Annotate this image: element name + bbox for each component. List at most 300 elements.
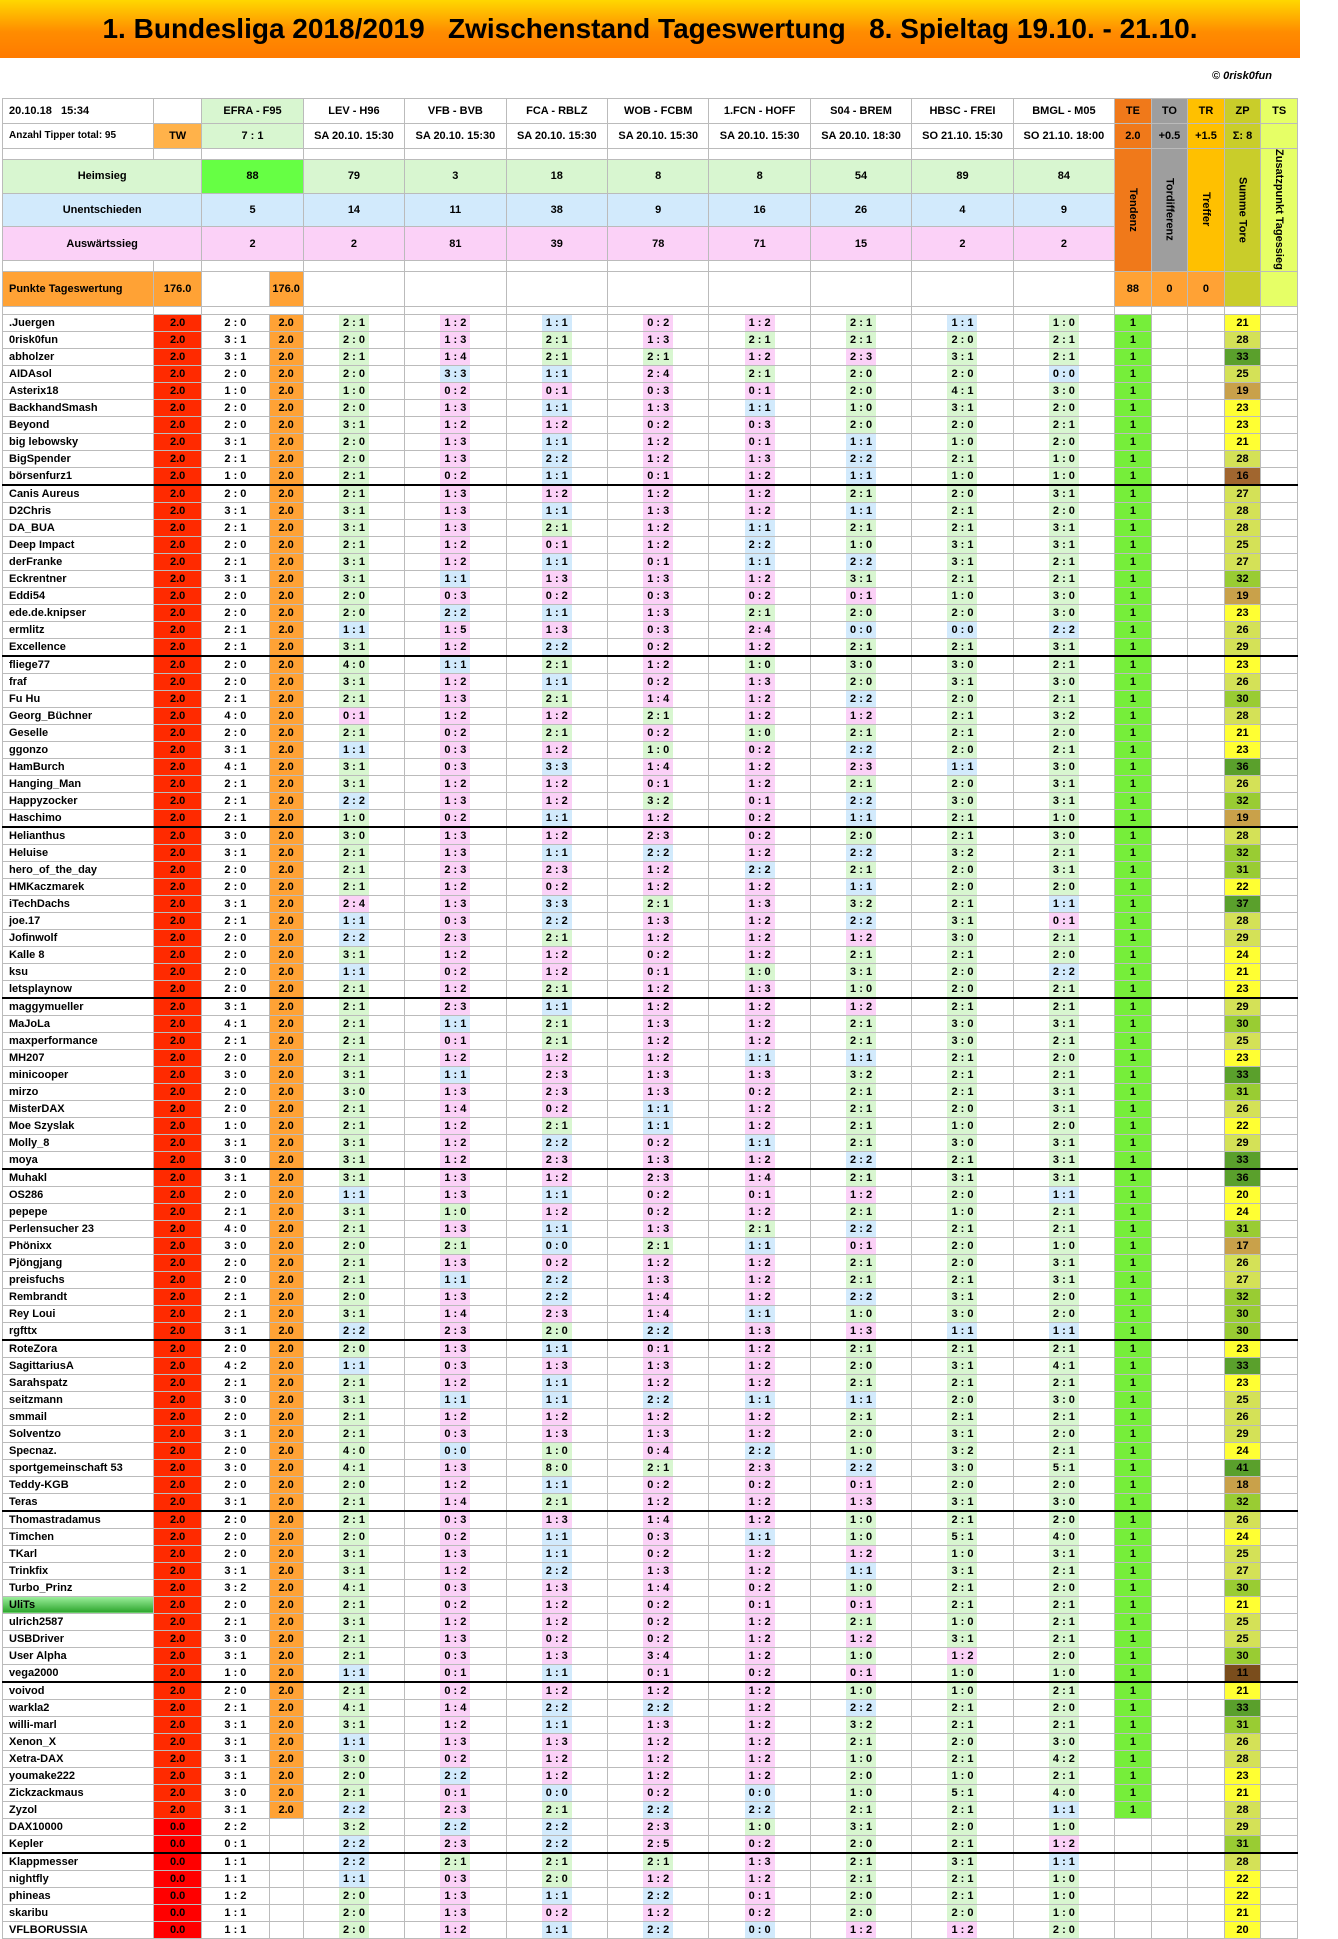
tip-value: 2 : 1	[846, 1871, 876, 1887]
tip-value: 1 : 0	[1049, 1819, 1079, 1835]
tip-value: 2 : 0	[339, 1477, 369, 1493]
te-points: 1	[1115, 1801, 1152, 1818]
player-name: Teras	[3, 1493, 154, 1511]
tip-match-1	[303, 1391, 404, 1408]
tip-match-8	[1013, 929, 1114, 946]
zp-goals: 27	[1224, 553, 1261, 570]
tip-match-3	[506, 1288, 607, 1305]
tip-value: 1 : 3	[643, 1563, 673, 1579]
table-row	[3, 980, 1298, 998]
tip-value: 2 : 1	[947, 896, 977, 912]
tip-value: 1 : 1	[846, 434, 876, 450]
ts-points	[1261, 1186, 1298, 1203]
tip-efra: 2 : 1	[202, 1613, 269, 1630]
tip-value: 1 : 1	[440, 1016, 470, 1032]
zp-goals: 24	[1224, 1442, 1261, 1459]
to-points	[1151, 1647, 1188, 1664]
tip-match-2	[405, 365, 506, 382]
ts-points	[1261, 912, 1298, 929]
player-name: Eckrentner	[3, 570, 154, 587]
player-name: Solventzo	[3, 1425, 154, 1442]
tip-value: 1 : 2	[745, 930, 775, 946]
efra-points: 2.0	[269, 536, 303, 553]
tip-match-8	[1013, 485, 1114, 503]
tip-value: 1 : 2	[643, 1050, 673, 1066]
tw-points: 2.0	[153, 1647, 201, 1664]
tip-value: 2 : 1	[542, 349, 572, 365]
player-name: DA_BUA	[3, 519, 154, 536]
tip-match-7	[912, 1562, 1013, 1579]
efra-points: 2.0	[269, 1186, 303, 1203]
tip-match-8	[1013, 775, 1114, 792]
tip-match-8	[1013, 1818, 1114, 1835]
tip-value: 2 : 1	[440, 1238, 470, 1254]
ts-points	[1261, 1682, 1298, 1700]
tip-match-1	[303, 912, 404, 929]
tip-value: 2 : 1	[1049, 981, 1079, 997]
to-points	[1151, 1801, 1188, 1818]
tip-value: 3 : 2	[846, 896, 876, 912]
tip-match-1	[303, 1613, 404, 1630]
tip-value: 1 : 3	[440, 845, 470, 861]
zp-goals: 29	[1224, 1425, 1261, 1442]
tip-match-4	[608, 912, 709, 929]
efra-points: 2.0	[269, 621, 303, 638]
ts-points	[1261, 1699, 1298, 1716]
tip-value: 3 : 3	[440, 366, 470, 382]
tip-match-6	[810, 1904, 911, 1921]
tip-value: 1 : 0	[846, 1648, 876, 1664]
tip-match-7	[912, 1818, 1013, 1835]
tip-value: 1 : 3	[542, 1358, 572, 1374]
tip-match-8	[1013, 1425, 1114, 1442]
tip-match-4	[608, 1511, 709, 1529]
tip-match-4	[608, 809, 709, 827]
tip-value: 0 : 2	[643, 725, 673, 741]
ts-points	[1261, 707, 1298, 724]
tw-points: 2.0	[153, 1613, 201, 1630]
efra-points: 2.0	[269, 1117, 303, 1134]
tip-value: 2 : 1	[947, 451, 977, 467]
tip-value: 5 : 1	[947, 1529, 977, 1545]
table-row	[3, 963, 1298, 980]
tip-match-6	[810, 980, 911, 998]
table-row	[3, 348, 1298, 365]
tip-match-5	[709, 963, 810, 980]
te-points: 1	[1115, 656, 1152, 674]
tr-points	[1188, 1049, 1225, 1066]
to-points	[1151, 1528, 1188, 1545]
player-name: Helianthus	[3, 827, 154, 845]
tip-value: 2 : 0	[947, 1477, 977, 1493]
tip-value: 1 : 3	[542, 1426, 572, 1442]
efra-points: 2.0	[269, 348, 303, 365]
tip-match-5	[709, 1870, 810, 1887]
tw-points: 2.0	[153, 1254, 201, 1271]
tip-value: 1 : 1	[542, 1341, 572, 1357]
efra-points: 2.0	[269, 1682, 303, 1700]
tip-efra: 3 : 1	[202, 1425, 269, 1442]
tip-match-6	[810, 998, 911, 1016]
te-points: 1	[1115, 1716, 1152, 1733]
tip-value: 2 : 1	[1049, 1563, 1079, 1579]
table-row	[3, 1630, 1298, 1647]
match-info-3: SA 20.10. 15:30	[506, 124, 607, 149]
tip-match-1	[303, 1784, 404, 1801]
tr-points	[1188, 1493, 1225, 1511]
to-points	[1151, 604, 1188, 621]
zp-goals: 26	[1224, 673, 1261, 690]
table-row	[3, 1186, 1298, 1203]
tip-match-8	[1013, 1493, 1114, 1511]
tip-match-5	[709, 1579, 810, 1596]
tip-value: 1 : 3	[440, 1187, 470, 1203]
tip-value: 1 : 2	[745, 1631, 775, 1647]
tip-match-7	[912, 1357, 1013, 1374]
tip-value: 2 : 1	[339, 1118, 369, 1134]
player-name: BigSpender	[3, 450, 154, 467]
player-name: USBDriver	[3, 1630, 154, 1647]
tip-match-2	[405, 570, 506, 587]
tip-value: 1 : 3	[643, 605, 673, 621]
tip-match-2	[405, 1545, 506, 1562]
zp-legend: Summe Tore	[1224, 149, 1261, 272]
player-name: Georg_Büchner	[3, 707, 154, 724]
ts-points	[1261, 673, 1298, 690]
tw-points: 2.0	[153, 1186, 201, 1203]
table-row	[3, 1511, 1298, 1529]
tip-efra: 3 : 1	[202, 348, 269, 365]
tr-points	[1188, 1613, 1225, 1630]
tr-legend: Treffer	[1188, 149, 1225, 272]
tip-match-6	[810, 1870, 911, 1887]
tip-match-2	[405, 1066, 506, 1083]
tr-points	[1188, 980, 1225, 998]
tw-points: 2.0	[153, 1682, 201, 1700]
tip-match-2	[405, 673, 506, 690]
tip-match-4	[608, 502, 709, 519]
tw-points: 2.0	[153, 861, 201, 878]
efra-points: 2.0	[269, 895, 303, 912]
table-row	[3, 1887, 1298, 1904]
tip-match-5	[709, 1442, 810, 1459]
player-name: Thomastradamus	[3, 1511, 154, 1529]
ts-points	[1261, 1305, 1298, 1322]
te-points: 1	[1115, 1340, 1152, 1358]
tip-value: 1 : 1	[542, 1529, 572, 1545]
tr-points	[1188, 1408, 1225, 1425]
tip-match-7	[912, 1151, 1013, 1169]
tip-match-8	[1013, 1117, 1114, 1134]
tip-match-6	[810, 1083, 911, 1100]
tip-value: 2 : 0	[846, 1905, 876, 1921]
tip-value: 2 : 1	[339, 1512, 369, 1528]
tip-match-2	[405, 1801, 506, 1818]
tw-points: 2.0	[153, 1784, 201, 1801]
tip-value: 1 : 1	[542, 1221, 572, 1237]
zp-goals: 19	[1224, 809, 1261, 827]
tip-value: 2 : 0	[1049, 1477, 1079, 1493]
tip-value: 2 : 2	[440, 1819, 470, 1835]
tip-match-3	[506, 1801, 607, 1818]
tip-value: 2 : 1	[1049, 742, 1079, 758]
tip-value: 0 : 2	[745, 1477, 775, 1493]
tip-match-2	[405, 946, 506, 963]
tip-value: 2 : 0	[339, 400, 369, 416]
tip-match-5	[709, 929, 810, 946]
tip-value: 0 : 2	[643, 1785, 673, 1801]
efra-points: 2.0	[269, 1733, 303, 1750]
tip-match-4	[608, 878, 709, 895]
tip-match-3	[506, 485, 607, 503]
tip-value: 1 : 3	[643, 571, 673, 587]
tip-match-7	[912, 1340, 1013, 1358]
tip-value: 2 : 1	[1049, 1597, 1079, 1613]
zp-goals: 22	[1224, 1887, 1261, 1904]
te-points: 1	[1115, 1425, 1152, 1442]
tw-points: 2.0	[153, 963, 201, 980]
tip-match-8	[1013, 1408, 1114, 1425]
tip-value: 2 : 1	[947, 1375, 977, 1391]
tip-match-1	[303, 656, 404, 674]
tip-value: 0 : 1	[440, 1665, 470, 1681]
tip-match-4	[608, 1887, 709, 1904]
zp-goals: 19	[1224, 587, 1261, 604]
tip-value: 1 : 2	[745, 1614, 775, 1630]
tip-match-7	[912, 861, 1013, 878]
tip-value: 3 : 3	[542, 896, 572, 912]
zp-goals: 23	[1224, 980, 1261, 998]
player-name: skaribu	[3, 1904, 154, 1921]
tip-match-2	[405, 1049, 506, 1066]
tip-value: 2 : 3	[542, 1152, 572, 1168]
tip-match-8	[1013, 416, 1114, 433]
tip-match-8	[1013, 1049, 1114, 1066]
tip-value: 1 : 1	[339, 1734, 369, 1750]
tip-value: 3 : 0	[1049, 1734, 1079, 1750]
tip-match-5	[709, 1511, 810, 1529]
tip-match-5	[709, 314, 810, 331]
tip-value: 2 : 1	[947, 1084, 977, 1100]
te-points	[1115, 1853, 1152, 1871]
tip-value: 2 : 1	[339, 845, 369, 861]
tip-match-4	[608, 1083, 709, 1100]
tip-value: 0 : 0	[745, 1922, 775, 1938]
tip-match-3	[506, 1870, 607, 1887]
stat-heim-3: 18	[506, 159, 607, 193]
table-row	[3, 314, 1298, 331]
tip-value: 1 : 3	[643, 1016, 673, 1032]
tip-value: 0 : 2	[643, 1187, 673, 1203]
tip-match-6	[810, 382, 911, 399]
table-row	[3, 553, 1298, 570]
tip-value: 1 : 0	[846, 1512, 876, 1528]
tip-value: 2 : 1	[339, 1050, 369, 1066]
table-row	[3, 502, 1298, 519]
tip-efra: 2 : 1	[202, 1032, 269, 1049]
tip-match-8	[1013, 1853, 1114, 1871]
tip-value: 1 : 2	[542, 486, 572, 502]
tr-points	[1188, 1699, 1225, 1716]
tip-value: 1 : 2	[745, 349, 775, 365]
tip-match-5	[709, 1664, 810, 1682]
tw-points: 2.0	[153, 878, 201, 895]
tip-match-1	[303, 365, 404, 382]
ts-points	[1261, 1801, 1298, 1818]
tr-points	[1188, 1220, 1225, 1237]
tip-match-4	[608, 1220, 709, 1237]
tw-points: 0.0	[153, 1835, 201, 1853]
tip-efra: 1 : 0	[202, 1117, 269, 1134]
ts-points	[1261, 929, 1298, 946]
player-name: ulrich2587	[3, 1613, 154, 1630]
tip-value: 1 : 1	[643, 1118, 673, 1134]
tip-match-2	[405, 690, 506, 707]
tip-value: 1 : 3	[542, 622, 572, 638]
tip-match-3	[506, 450, 607, 467]
efra-points: 2.0	[269, 1049, 303, 1066]
tip-value: 0 : 2	[643, 1477, 673, 1493]
tip-value: 2 : 1	[542, 1494, 572, 1510]
tip-value: 2 : 0	[947, 776, 977, 792]
tip-match-3	[506, 621, 607, 638]
tip-match-1	[303, 1425, 404, 1442]
tw-points: 2.0	[153, 1066, 201, 1083]
tip-value: 1 : 3	[440, 434, 470, 450]
tip-value: 3 : 0	[1049, 605, 1079, 621]
tip-value: 2 : 2	[1049, 964, 1079, 980]
tr-points	[1188, 331, 1225, 348]
tip-match-1	[303, 1767, 404, 1784]
tip-match-2	[405, 1357, 506, 1374]
tip-value: 0 : 2	[745, 1084, 775, 1100]
te-points: 1	[1115, 724, 1152, 741]
tip-value: 1 : 2	[745, 1426, 775, 1442]
tip-efra: 2 : 1	[202, 1374, 269, 1391]
ts-points	[1261, 758, 1298, 775]
tip-value: 0 : 1	[745, 1888, 775, 1904]
tip-match-8	[1013, 1647, 1114, 1664]
efra-points: 2.0	[269, 604, 303, 621]
tip-value: 2 : 2	[643, 1700, 673, 1716]
tip-match-2	[405, 758, 506, 775]
tip-value: 3 : 1	[339, 520, 369, 536]
efra-points: 2.0	[269, 980, 303, 998]
tip-match-2	[405, 1186, 506, 1203]
to-points	[1151, 1733, 1188, 1750]
player-name: HamBurch	[3, 758, 154, 775]
tip-value: 2 : 1	[339, 1016, 369, 1032]
te-points: 1	[1115, 399, 1152, 416]
tip-match-6	[810, 1664, 911, 1682]
ts-points	[1261, 792, 1298, 809]
tip-value: 2 : 1	[846, 1135, 876, 1151]
tip-value: 1 : 1	[745, 1306, 775, 1322]
tip-value: 3 : 2	[1049, 708, 1079, 724]
tip-match-2	[405, 416, 506, 433]
to-points	[1151, 1562, 1188, 1579]
tip-value: 2 : 1	[846, 1734, 876, 1750]
tip-value: 2 : 3	[846, 349, 876, 365]
tip-value: 1 : 2	[440, 879, 470, 895]
tip-match-3	[506, 758, 607, 775]
ts-points	[1261, 1818, 1298, 1835]
tip-value: 2 : 1	[339, 1426, 369, 1442]
tip-value: 1 : 3	[542, 1512, 572, 1528]
tip-value: 0 : 3	[745, 417, 775, 433]
tip-match-8	[1013, 433, 1114, 450]
tip-match-6	[810, 844, 911, 861]
table-row	[3, 382, 1298, 399]
efra-points: 2.0	[269, 314, 303, 331]
zp-goals: 30	[1224, 1647, 1261, 1664]
tip-match-7	[912, 1647, 1013, 1664]
tip-match-3	[506, 792, 607, 809]
tip-match-4	[608, 1870, 709, 1887]
ts-points	[1261, 1613, 1298, 1630]
to-points	[1151, 1220, 1188, 1237]
tip-match-2	[405, 775, 506, 792]
tip-match-7	[912, 912, 1013, 929]
tip-match-8	[1013, 467, 1114, 485]
tip-value: 1 : 3	[745, 981, 775, 997]
tip-match-5	[709, 399, 810, 416]
tip-efra: 2 : 0	[202, 1100, 269, 1117]
tr-points	[1188, 656, 1225, 674]
table-row	[3, 861, 1298, 878]
tip-value: 0 : 1	[643, 1665, 673, 1681]
efra-points: 2.0	[269, 1391, 303, 1408]
tw-points: 2.0	[153, 1425, 201, 1442]
te-points: 1	[1115, 912, 1152, 929]
tw-points: 2.0	[153, 912, 201, 929]
zp-goals: 25	[1224, 1630, 1261, 1647]
tip-match-7	[912, 433, 1013, 450]
tip-value: 2 : 1	[1049, 1443, 1079, 1459]
te-points: 1	[1115, 929, 1152, 946]
tip-value: 1 : 4	[440, 1306, 470, 1322]
tip-value: 2 : 1	[846, 486, 876, 502]
tip-value: 1 : 2	[745, 947, 775, 963]
table-row	[3, 690, 1298, 707]
tip-value: 2 : 0	[846, 605, 876, 621]
tip-value: 0 : 2	[440, 810, 470, 826]
tip-match-8	[1013, 1699, 1114, 1716]
tw-points: 2.0	[153, 1545, 201, 1562]
tip-value: 1 : 0	[846, 1785, 876, 1801]
efra-points: 2.0	[269, 1254, 303, 1271]
tip-match-3	[506, 929, 607, 946]
tip-match-4	[608, 519, 709, 536]
zp-goals: 21	[1224, 1596, 1261, 1613]
te-points: 1	[1115, 844, 1152, 861]
tip-efra: 2 : 0	[202, 861, 269, 878]
ts-points	[1261, 314, 1298, 331]
tip-match-3	[506, 1596, 607, 1613]
tip-value: 1 : 2	[643, 520, 673, 536]
tip-match-4	[608, 861, 709, 878]
efra-points: 2.0	[269, 998, 303, 1016]
tip-match-2	[405, 382, 506, 399]
ts-points	[1261, 604, 1298, 621]
tip-match-6	[810, 1049, 911, 1066]
tip-value: 3 : 1	[947, 1854, 977, 1870]
to-points	[1151, 1716, 1188, 1733]
tip-value: 2 : 2	[542, 1272, 572, 1288]
tip-value: 2 : 2	[846, 1460, 876, 1476]
tip-efra: 2 : 0	[202, 673, 269, 690]
tip-value: 0 : 1	[745, 1187, 775, 1203]
